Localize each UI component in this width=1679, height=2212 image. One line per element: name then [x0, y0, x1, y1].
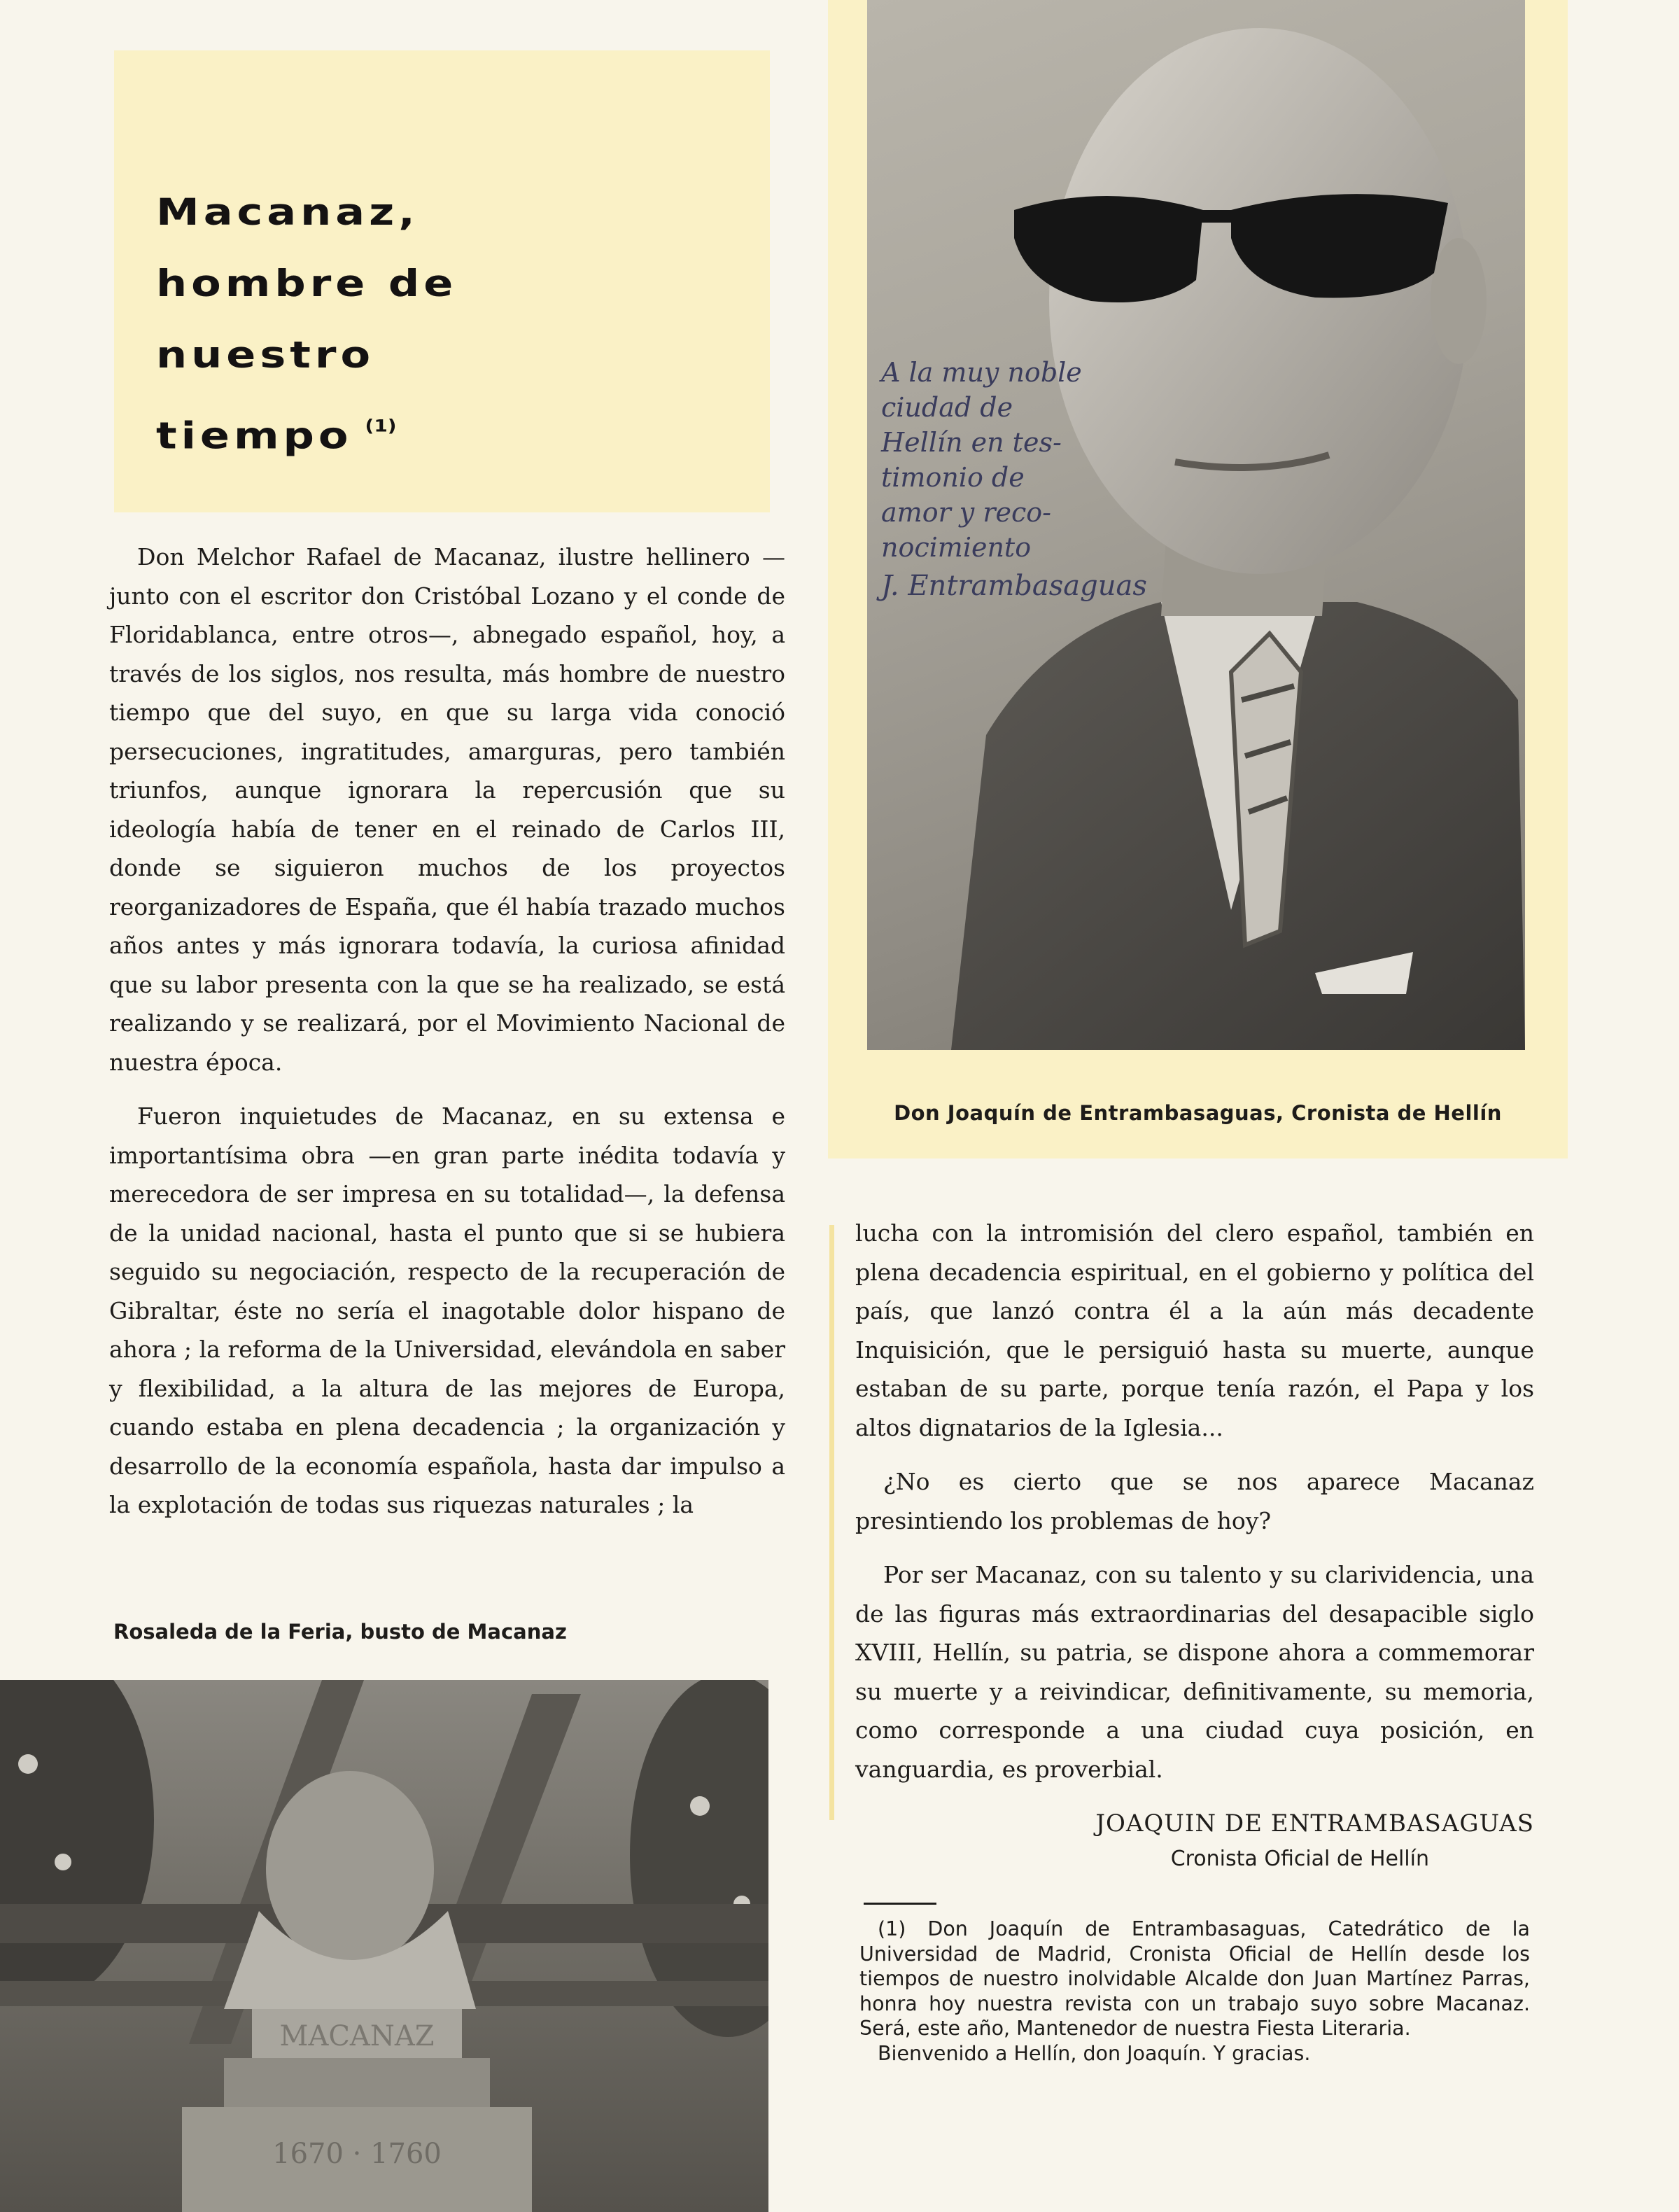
- bust-plinth-text: MACANAZ: [279, 2020, 435, 2052]
- dedication-line: ciudad de: [881, 392, 1013, 423]
- paragraph: lucha con la intromisión del clero español, también en plena decadencia espiritual, en el gobierno y política del país, que lanzó contra él a la aún más decadente Inquisición, que le persiguió hasta su muerte, aunque estaban de su parte, porque tenía razón, el Papa y los altos dignatarios de la Iglesia...: [855, 1219, 1534, 1441]
- portrait-caption: Don Joaquín de Entrambasaguas, Cronista de Hellín: [894, 1101, 1502, 1125]
- portrait-illustration: [867, 0, 1525, 1050]
- right-column: [855, 1214, 1534, 1804]
- portrait-frame: [828, 0, 1568, 1060]
- author-name: JOAQUIN DE ENTRAMBASAGUAS: [1095, 1809, 1534, 1837]
- article-title: [156, 176, 758, 472]
- portrait-caption-box: [828, 1060, 1568, 1158]
- bust-caption: Rosaleda de la Feria, busto de Macanaz: [113, 1620, 567, 1644]
- bust-photo: [0, 1680, 768, 2212]
- paragraph: ¿No es cierto que se nos aparece Macanaz presintiendo los problemas de hoy?: [855, 1468, 1534, 1534]
- title-line: [156, 391, 758, 472]
- title-line: nuestro: [156, 332, 375, 377]
- title-line: hombre de: [156, 261, 458, 305]
- footnote-marker: (1): [365, 416, 397, 436]
- title-last-word: tiempo: [156, 414, 353, 458]
- footnote-closing: Bienvenido a Hellín, don Joaquín. Y gracias.: [878, 2041, 1311, 2065]
- paragraph: Fueron inquietudes de Macanaz, en su extensa e importantísima obra —en gran parte inédita todavía y merecedora de ser impresa en su totalidad—, la defensa de la unidad nacional, hasta el punto que si se hubiera seguido su negociación, respecto de la recuperación de Gibraltar, éste no sería el inagotable dolor hispano de ahora ; la reforma de la Universidad, elevándola en saber y flexibilidad, a la altura de las mejores de Europa, cuando estaba en plena decadencia ; la organización y desarrollo de la economía española, hasta dar impulso a la explotación de todas sus riquezas naturales ; la: [109, 1102, 785, 1518]
- left-column: [109, 538, 785, 1540]
- portrait-photo: [867, 0, 1525, 1050]
- dedication-line: A la muy noble: [881, 357, 1082, 388]
- paragraph: Don Melchor Rafael de Macanaz, ilustre hellinero —junto con el escritor don Cristóbal Lozano y el conde de Floridablanca, entre otros—, abnegado español, hoy, a través de los siglos, nos resulta, más hombre de nuestro tiempo que del suyo, en que su larga vida conoció persecuciones, ingratitudes, amarguras, pero también triunfos, aunque ignorara la repercusión que su ideología había de tener en el reinado de Carlos III, donde se siguieron muchos de los proyectos reorganizadores de España, que él había trazado muchos años antes y más ignorara todavía, la curiosa afinidad que su labor presenta con la que se ha realizado, se está realizando y se realizará, por el Movimiento Nacional de nuestra época.: [109, 543, 785, 1076]
- dedication-line: Hellín en tes-: [881, 427, 1062, 458]
- footnote: [859, 1917, 1530, 2066]
- footnote-text: (1) Don Joaquín de Entrambasaguas, Catedrático de la Universidad de Madrid, Cronista Oficial de Hellín desde los tiempos de nuestro inolvidable Alcalde don Juan Martínez Parras, honra hoy nuestra revista con un trabajo suyo sobre Macanaz. Será, este año, Mantenedor de nuestra Fiesta Literaria.: [859, 1917, 1530, 2040]
- title-line: Macanaz,: [156, 190, 419, 234]
- title-box: [114, 50, 770, 512]
- bust-illustration: [0, 1680, 768, 2212]
- dedication-signature: J. Entrambasaguas: [881, 570, 1147, 602]
- bust-dates-text: 1670 · 1760: [272, 2138, 442, 2170]
- paragraph: Por ser Macanaz, con su talento y su clarividencia, una de las figuras más extraordinarias del desapacible siglo XVIII, Hellín, su patria, se dispone ahora a commemorar su muerte y a reivindicar, definitivamente, su memoria, como corresponde a una ciudad cuya posición, en vanguardia, es proverbial.: [855, 1561, 1534, 1783]
- dedication-line: nocimiento: [881, 532, 1032, 563]
- author-role: Cronista Oficial de Hellín: [1170, 1847, 1429, 1871]
- decorative-bar: [829, 1225, 834, 1820]
- dedication-line: timonio de: [881, 462, 1025, 493]
- footnote-divider: [864, 1903, 936, 1905]
- dedication-line: amor y reco-: [881, 497, 1052, 528]
